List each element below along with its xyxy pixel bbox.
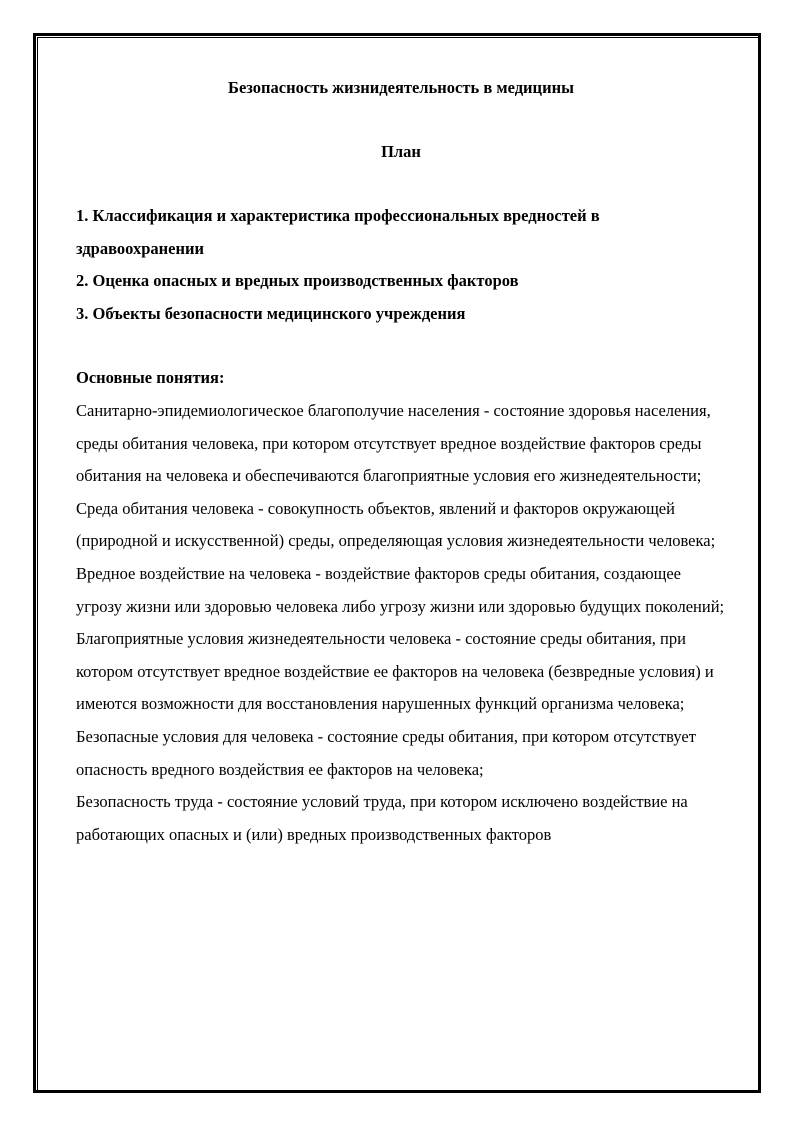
concepts-heading: Основные понятия: — [76, 368, 225, 388]
concept-paragraph: Благоприятные условия жизнедеятельности человека - состояние среды обитания, при котором отсутствует вредное воздействие ее факторов на человека (безвредные условия) и имеются возможности для восстановления нарушенных функций организма человека; — [76, 629, 714, 714]
document-title: Безопасность жизнидеятельность в медицины — [228, 78, 574, 97]
plan-item: 3. Объекты безопасности медицинского учреждения — [76, 303, 466, 323]
plan-item: 2. Оценка опасных и вредных производственных факторов — [76, 271, 519, 291]
concept-paragraph: Среда обитания человека - совокупность объектов, явлений и факторов окружающей (природной и искусственной) среды, определяющая условия жизнедеятельности человека; — [76, 498, 716, 551]
concepts-list — [76, 395, 726, 851]
plan-heading: План — [381, 142, 421, 161]
document-body — [76, 72, 726, 851]
plan-list — [76, 200, 726, 330]
concept-paragraph: Санитарно-эпидемиологическое благополучие населения - состояние здоровья населения, среды обитания человека, при котором отсутствует вредное воздействие факторов среды обитания на человека и обеспечиваются благоприятные условия его жизнедеятельности; — [76, 400, 711, 486]
concept-paragraph: Вредное воздействие на человека - воздействие факторов среды обитания, создающее угрозу жизни или здоровью человека либо угрозу жизни или здоровью будущих поколений; — [76, 563, 725, 616]
concept-paragraph: Безопасность труда - состояние условий труда, при котором исключено воздействие на работающих опасных и (или) вредных производственных факторов — [76, 792, 688, 844]
concept-paragraph: Безопасные условия для человека - состояние среды обитания, при котором отсутствует опасность вредного воздействия ее факторов на человека; — [76, 726, 696, 779]
plan-item: 1. Классификация и характеристика профессиональных вредностей в здравоохранении — [76, 206, 600, 258]
